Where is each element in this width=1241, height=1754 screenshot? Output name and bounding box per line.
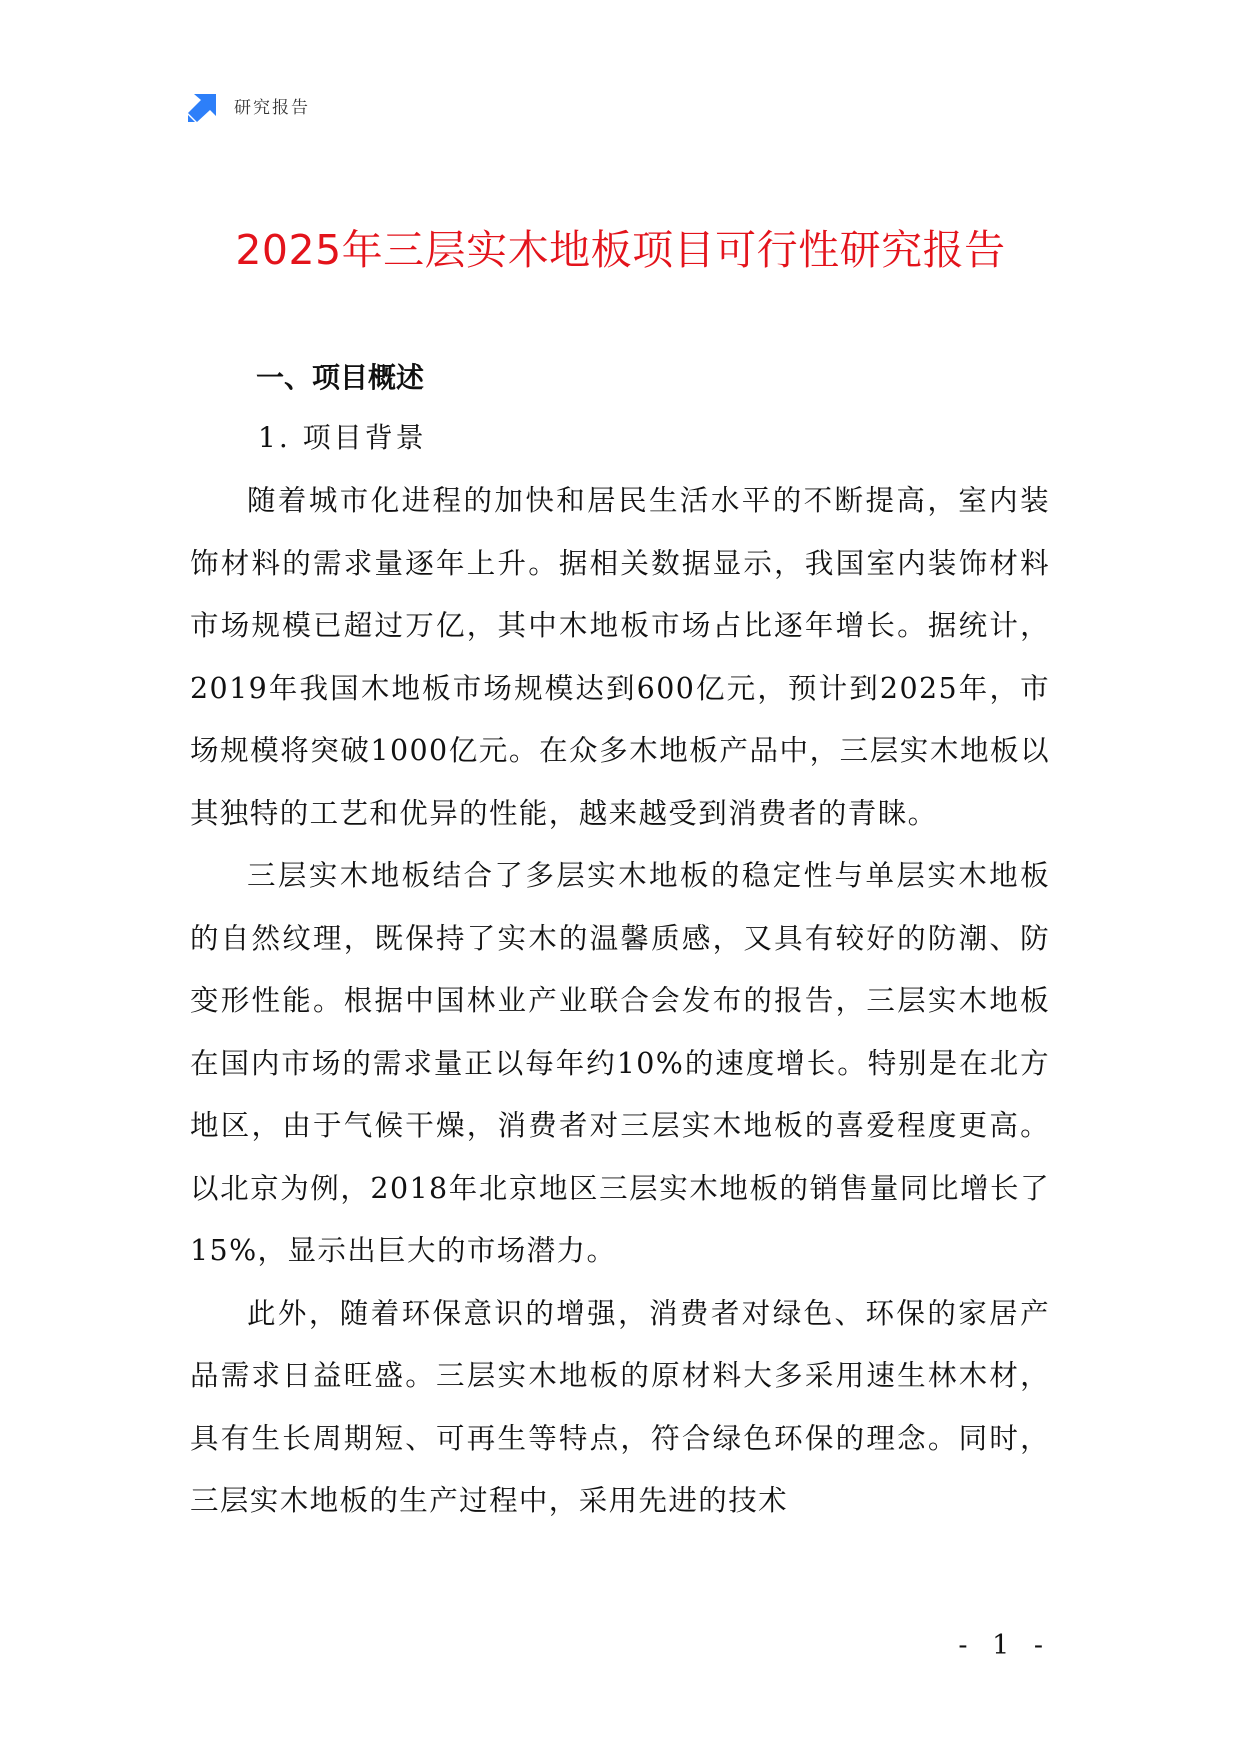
page-number: - 1 - bbox=[958, 1630, 1051, 1661]
paragraph-1: 随着城市化进程的加快和居民生活水平的不断提高，室内装饰材料的需求量逐年上升。据相关数据显示，我国室内装饰材料市场规模已超过万亿，其中木地板市场占比逐年增长。据统计，2019年我国木地板市场规模达到600亿元，预计到2025年，市场规模将突破1000亿元。在众多木地板产品中，三层实木地板以其独特的工艺和优异的性能，越来越受到消费者的青睐。 bbox=[190, 484, 1050, 830]
arrow-up-right-icon bbox=[188, 88, 222, 122]
paragraph-3: 此外，随着环保意识的增强，消费者对绿色、环保的家居产品需求日益旺盛。三层实木地板的原材料大多采用速生林木材，具有生长周期短、可再生等特点，符合绿色环保的理念。同时，三层实木地板的生产过程中，采用先进的技术 bbox=[190, 1296, 1050, 1517]
document-title: 2025年三层实木地板项目可行性研究报告 bbox=[235, 226, 1006, 274]
paragraph-2: 三层实木地板结合了多层实木地板的稳定性与单层实木地板的自然纹理，既保持了实木的温馨质感，又具有较好的防潮、防变形性能。根据中国林业产业联合会发布的报告，三层实木地板在国内市场的需求量正以每年约10%的速度增长。特别是在北方地区，由于气候干燥，消费者对三层实木地板的喜爱程度更高。以北京为例，2018年北京地区三层实木地板的销售量同比增长了15%，显示出巨大的市场潜力。 bbox=[190, 859, 1050, 1267]
section-heading: 一、项目概述 bbox=[256, 361, 425, 394]
report-header bbox=[188, 88, 310, 122]
document-body bbox=[190, 348, 1050, 1533]
header-label: 研究报告 bbox=[234, 97, 310, 118]
subsection-heading: 1. 项目背景 bbox=[258, 421, 427, 454]
